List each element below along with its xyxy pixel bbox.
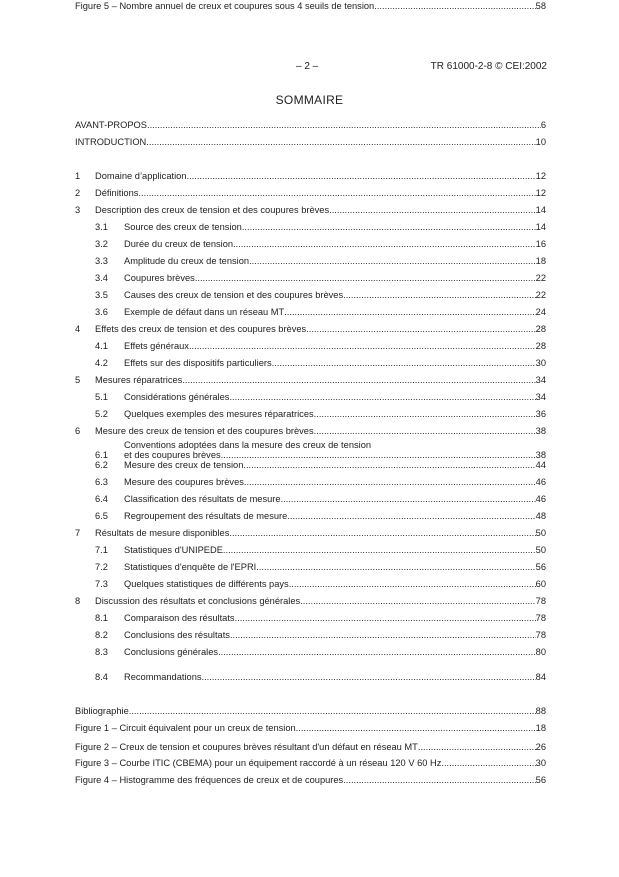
toc-entry-line: [124, 578, 546, 590]
toc-entry-number: 4.1: [95, 341, 108, 351]
dot-leader: [289, 578, 536, 590]
toc-entry-title: Mesure des creux de tension et des coupures brèves: [95, 426, 314, 436]
dot-leader: [287, 510, 535, 522]
toc-entry-line: [124, 493, 546, 505]
toc-entry-line: [95, 187, 546, 199]
toc-entry-line: [75, 705, 546, 717]
toc-entry-line: [124, 272, 546, 284]
toc-entry[interactable]: [0, 741, 619, 753]
toc-entry-title: Figure 4 – Histogramme des fréquences de creux et de coupures: [75, 775, 344, 785]
toc-entry-number: 3.6: [95, 307, 108, 317]
dot-leader: [284, 306, 535, 318]
toc-entry-line: [75, 741, 546, 753]
toc-entry-title: Effets généraux: [124, 341, 189, 351]
toc-entry-number: 3.2: [95, 239, 108, 249]
toc-entry[interactable]: [0, 306, 619, 318]
toc-entry-title: Source des creux de tension: [124, 222, 242, 232]
toc-entry-title: AVANT-PROPOS: [75, 120, 147, 130]
dot-leader: [329, 204, 536, 216]
toc-entry-title: Mesures réparatrices: [95, 375, 183, 385]
toc-entry-page: 28: [535, 341, 546, 351]
toc-entry[interactable]: [0, 705, 619, 717]
toc-entry[interactable]: [0, 238, 619, 250]
dot-leader: [272, 357, 536, 369]
toc-entry-page: 14: [535, 222, 546, 232]
toc-entry-number: 7.3: [95, 579, 108, 589]
toc-entry-title: Effets des creux de tension et des coupures brèves: [95, 324, 307, 334]
toc-entry-number: 1: [75, 171, 81, 181]
toc-entry-line: [95, 425, 546, 437]
toc-entry-title: Figure 2 – Creux de tension et coupures brèves résultant d'un défaut en réseau MT: [75, 742, 418, 752]
toc-entry-line: [124, 476, 546, 488]
toc-entry-number: 7.2: [95, 562, 108, 572]
toc-entry-number: 8: [75, 596, 81, 606]
toc-entry-page: 44: [535, 460, 546, 470]
toc-entry-page: 46: [535, 494, 546, 504]
toc-entry-page: 58: [535, 1, 546, 11]
toc-entry-page: 38: [535, 450, 546, 460]
toc-entry-line: [124, 408, 546, 420]
toc-entry-title: Causes des creux de tension et des coupures brèves: [124, 290, 344, 300]
dot-leader: [314, 408, 536, 420]
toc-entry-line: [95, 170, 546, 182]
toc-entry[interactable]: [0, 323, 619, 335]
toc-entry-title: Quelques exemples des mesures réparatrices: [124, 409, 314, 419]
toc-entry-title: Mesure des creux de tension: [124, 460, 244, 470]
toc-entry[interactable]: [0, 671, 619, 683]
toc-entry[interactable]: [0, 289, 619, 301]
toc-entry-title: Recommandations: [124, 672, 202, 682]
toc-entry[interactable]: [0, 357, 619, 369]
toc-entry-number: 6.2: [95, 460, 108, 470]
toc-entry-number: 4.2: [95, 358, 108, 368]
toc-entry-line: [95, 204, 546, 216]
dot-leader: [281, 493, 536, 505]
toc-entry-page: 12: [535, 171, 546, 181]
toc-entry[interactable]: [0, 425, 619, 437]
dot-leader: [243, 459, 535, 471]
toc-entry[interactable]: [0, 476, 619, 488]
toc-entry-page: 84: [535, 672, 546, 682]
toc-entry-line: [95, 527, 546, 539]
toc-entry-line: [124, 510, 546, 522]
toc-entry-number: 6: [75, 426, 81, 436]
toc-entry-title: Statistiques d'UNIPEDE: [124, 545, 223, 555]
page-number: – 2 –: [296, 61, 319, 72]
toc-entry-page: 48: [535, 511, 546, 521]
dot-leader: [182, 374, 535, 386]
dot-leader: [229, 527, 535, 539]
toc-entry[interactable]: [0, 221, 619, 233]
toc-entry-title: Coupures brèves: [124, 273, 195, 283]
toc-entry-title: Conclusions des résultats: [124, 630, 230, 640]
toc-entry-page: 18: [535, 256, 546, 266]
toc-entry-title: Résultats de mesure disponibles: [95, 528, 230, 538]
toc-entry-page: 50: [535, 528, 546, 538]
toc-entry-line: [75, 0, 546, 12]
toc-entry-page: 80: [535, 647, 546, 657]
toc-entry-number: 5.1: [95, 392, 108, 402]
dot-leader: [418, 741, 536, 753]
toc-entry-number: 8.3: [95, 647, 108, 657]
toc-entry-number: 2: [75, 188, 81, 198]
toc-entry-title: Quelques statistiques de différents pays: [124, 579, 289, 589]
toc-entry[interactable]: [0, 272, 619, 284]
toc-entry-title: Figure 3 – Courbe ITIC (CBEMA) pour un équipement raccordé à un réseau 120 V 60 Hz: [75, 758, 442, 768]
toc-entry-page: 88: [535, 706, 546, 716]
toc-entry-number: 5: [75, 375, 81, 385]
toc-entry[interactable]: [0, 510, 619, 522]
toc-entry-page: 46: [535, 477, 546, 487]
toc-entry-number: 8.4: [95, 672, 108, 682]
toc-entry-title: INTRODUCTION: [75, 137, 147, 147]
dot-leader: [235, 612, 536, 624]
toc-entry-line: [124, 238, 546, 250]
toc-entry-page: 30: [535, 358, 546, 368]
dot-leader: [147, 119, 541, 131]
toc-entry[interactable]: [0, 0, 619, 12]
toc-entry[interactable]: [0, 527, 619, 539]
toc-entry-line: [75, 119, 546, 131]
toc-entry-page: 22: [535, 290, 546, 300]
toc-entry-title: Considérations générales: [124, 392, 230, 402]
toc-entry[interactable]: [0, 391, 619, 403]
dot-leader: [230, 629, 536, 641]
toc-entry[interactable]: [0, 119, 619, 131]
toc-entry[interactable]: [0, 374, 619, 386]
dot-leader: [296, 722, 536, 734]
toc-entry-page: 78: [535, 613, 546, 623]
dot-leader: [306, 323, 535, 335]
toc-entry-number: 5.2: [95, 409, 108, 419]
toc-entry-line: [75, 722, 546, 734]
toc-entry-number: 3: [75, 205, 81, 215]
toc-entry-title: Conclusions générales: [124, 647, 219, 657]
toc-entry-number: 6.3: [95, 477, 108, 487]
toc-entry-line: [95, 323, 546, 335]
toc-entry-page: 30: [535, 758, 546, 768]
dot-leader: [256, 561, 535, 573]
toc-entry-page: 18: [535, 723, 546, 733]
toc-entry[interactable]: [0, 595, 619, 607]
dot-leader: [202, 671, 536, 683]
dot-leader: [314, 425, 536, 437]
toc-entry[interactable]: [0, 629, 619, 641]
toc-entry-page: 14: [535, 205, 546, 215]
toc-entry[interactable]: [0, 544, 619, 556]
toc-entry-title: Amplitude du creux de tension: [124, 256, 250, 266]
toc-entry[interactable]: [0, 340, 619, 352]
toc-entry[interactable]: [0, 459, 619, 471]
toc-entry[interactable]: [0, 774, 619, 786]
toc-entry[interactable]: [0, 255, 619, 267]
toc-entry-title: Description des creux de tension et des coupures brèves: [95, 205, 330, 215]
toc-entry-title: Figure 5 – Nombre annuel de creux et coupures sous 4 seuils de tension: [75, 1, 375, 11]
toc-entry-title: Domaine d’application: [95, 171, 187, 181]
toc-entry[interactable]: [0, 170, 619, 182]
dot-leader: [300, 595, 536, 607]
toc-entry[interactable]: [0, 578, 619, 590]
toc-entry[interactable]: [0, 136, 619, 148]
toc-entry-number: 6.1: [95, 450, 108, 460]
toc-entry-line: [124, 289, 546, 301]
toc-entry-page: 56: [535, 562, 546, 572]
toc-entry-line: [75, 757, 546, 769]
toc-entry-line: [124, 459, 546, 471]
toc-entry-title: Classification des résultats de mesure: [124, 494, 281, 504]
document-reference: TR 61000-2-8 © CEI:2002: [430, 61, 547, 72]
dot-leader: [441, 757, 535, 769]
dot-leader: [249, 255, 536, 267]
toc-entry-title: Mesure des coupures brèves: [124, 477, 244, 487]
toc-entry[interactable]: [0, 187, 619, 199]
toc-entry[interactable]: [0, 612, 619, 624]
toc-entry-title-line: Conventions adoptées dans la mesure des creux de tension: [124, 440, 372, 450]
toc-entry-title: Regroupement des résultats de mesure: [124, 511, 288, 521]
dot-leader: [343, 289, 536, 301]
toc-entry[interactable]: [0, 408, 619, 420]
toc-entry-page: 10: [535, 137, 546, 147]
toc-entry-page: 26: [535, 742, 546, 752]
toc-entry-number: 6.4: [95, 494, 108, 504]
dot-leader: [138, 187, 535, 199]
toc-entry-title: Discussion des résultats et conclusions générales: [95, 596, 301, 606]
toc-entry-line: [124, 306, 546, 318]
toc-entry-title: Exemple de défaut dans un réseau MT: [124, 307, 285, 317]
dot-leader: [146, 136, 535, 148]
toc-entry-number: 8.2: [95, 630, 108, 640]
dot-leader: [374, 0, 535, 12]
toc-entry-line: [75, 774, 546, 786]
toc-entry-number: 3.4: [95, 273, 108, 283]
toc-entry-page: 28: [535, 324, 546, 334]
toc-entry-page: 6: [540, 120, 546, 130]
toc-entry-line: [124, 646, 546, 658]
toc-entry-page: 12: [535, 188, 546, 198]
toc-entry-title: Durée du creux de tension: [124, 239, 234, 249]
toc-entry-line: [124, 612, 546, 624]
toc-entry-line: [124, 544, 546, 556]
toc-entry-line: [124, 255, 546, 267]
toc-entry[interactable]: [0, 646, 619, 658]
toc-entry-title: Figure 1 – Circuit équivalent pour un creux de tension: [75, 723, 296, 733]
toc-entry-line: [124, 357, 546, 369]
toc-entry-line: [124, 671, 546, 683]
toc-entry-page: 22: [535, 273, 546, 283]
toc-entry-line: [75, 136, 546, 148]
toc-entry-number: 8.1: [95, 613, 108, 623]
toc-entry-page: 60: [535, 579, 546, 589]
toc-entry-title: Définitions: [95, 188, 139, 198]
toc-entry[interactable]: [0, 493, 619, 505]
toc-entry-number: 6.5: [95, 511, 108, 521]
toc-entry-title: Comparaison des résultats: [124, 613, 235, 623]
toc-entry-page: 36: [535, 409, 546, 419]
toc-entry[interactable]: [0, 722, 619, 734]
toc-entry-number: 7: [75, 528, 81, 538]
toc-entry-number: 3.3: [95, 256, 108, 266]
toc-entry-line: [124, 561, 546, 573]
toc-entry-page: 38: [535, 426, 546, 436]
dot-leader: [189, 340, 536, 352]
dot-leader: [218, 646, 536, 658]
toc-entry-page: 50: [535, 545, 546, 555]
dot-leader: [186, 170, 535, 182]
toc-entry-number: 3.1: [95, 222, 108, 232]
toc-entry-page: 78: [535, 630, 546, 640]
toc-entry-line: [124, 340, 546, 352]
dot-leader: [195, 272, 536, 284]
dot-leader: [129, 705, 536, 717]
toc-entry[interactable]: [0, 204, 619, 216]
toc-entry-page: 56: [535, 775, 546, 785]
toc-entry-line: [124, 391, 546, 403]
toc-entry-number: 7.1: [95, 545, 108, 555]
toc-entry-title: et des coupures brèves: [124, 450, 221, 460]
toc-entry-title: Bibliographie: [75, 706, 129, 716]
toc-entry-title: Effets sur des dispositifs particuliers: [124, 358, 272, 368]
dot-leader: [223, 544, 536, 556]
toc-entry-page: 16: [535, 239, 546, 249]
page-title: SOMMAIRE: [275, 93, 344, 107]
toc-entry-line: [95, 595, 546, 607]
dot-leader: [233, 238, 536, 250]
toc-entry[interactable]: [0, 757, 619, 769]
toc-entry-page: 34: [535, 392, 546, 402]
dot-leader: [242, 221, 536, 233]
dot-leader: [343, 774, 535, 786]
toc-entry-page: 34: [535, 375, 546, 385]
dot-leader: [229, 391, 535, 403]
toc-entry-page: 78: [535, 596, 546, 606]
toc-entry-page: 24: [535, 307, 546, 317]
toc-entry-line: [124, 221, 546, 233]
toc-entry-number: 3.5: [95, 290, 108, 300]
toc-entry-line: [124, 629, 546, 641]
toc-entry-number: 4: [75, 324, 81, 334]
toc-entry-line: [95, 374, 546, 386]
dot-leader: [244, 476, 536, 488]
toc-entry-title: Statistiques d'enquête de l'EPRI: [124, 562, 257, 572]
toc-entry[interactable]: [0, 561, 619, 573]
